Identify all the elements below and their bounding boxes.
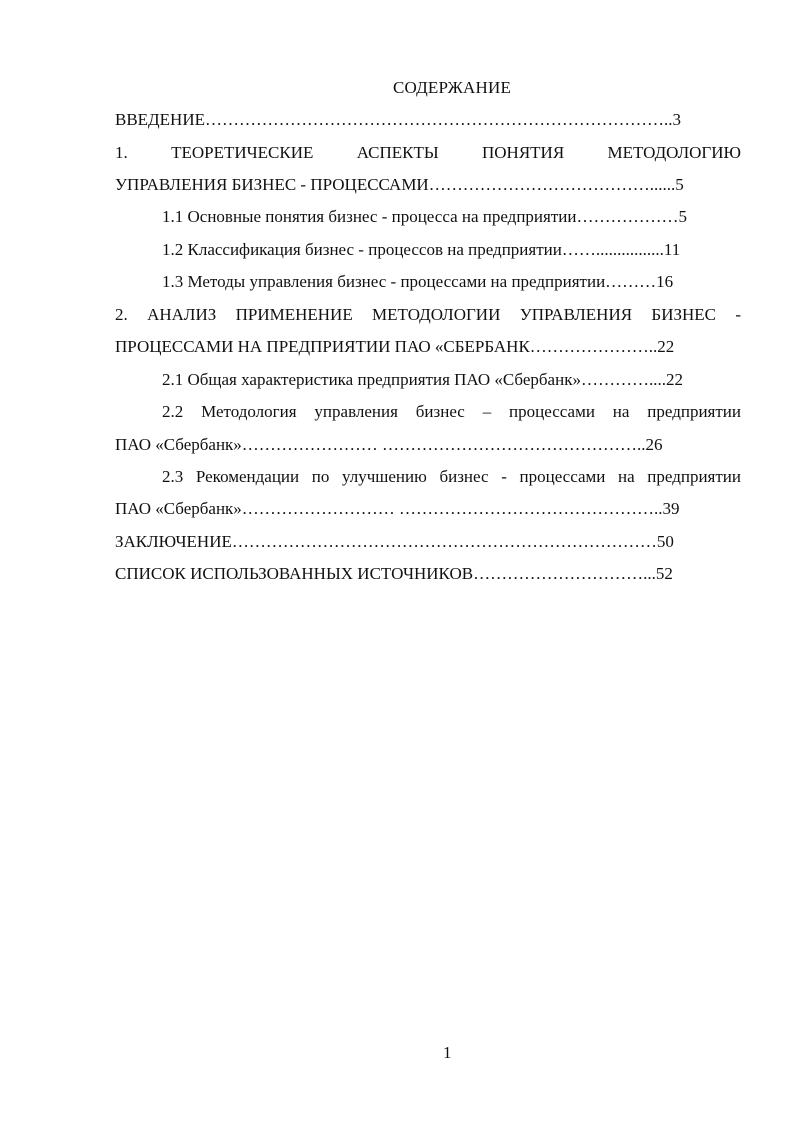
toc-line: ПАО «Сбербанк»…………………… ………………………………………..26 bbox=[115, 435, 663, 454]
toc-line: 2.1 Общая характеристика предприятия ПАО «Сбербанк»…………....22 bbox=[162, 370, 683, 389]
toc-line: ПАО «Сбербанк»……………………… ………………………………………..39 bbox=[115, 499, 680, 518]
toc-line: 1.3 Методы управления бизнес - процессами на предприятии………16 bbox=[162, 272, 674, 291]
toc-line: ЗАКЛЮЧЕНИЕ…………………………………………………………………50 bbox=[115, 532, 674, 551]
toc-heading: СОДЕРЖАНИЕ bbox=[392, 78, 512, 97]
toc-line: 2.3 Рекомендации по улучшению бизнес - процессами на предприятии bbox=[162, 467, 741, 486]
toc-line: ПРОЦЕССАМИ НА ПРЕДПРИЯТИИ ПАО «СБЕРБАНК…………………..22 bbox=[115, 337, 675, 356]
toc-line: СПИСОК ИСПОЛЬЗОВАННЫХ ИСТОЧНИКОВ…………………………...52 bbox=[115, 564, 673, 583]
toc-line: 2.2 Методология управления бизнес – процессами на предприятии bbox=[162, 402, 741, 421]
toc-line: 2. АНАЛИЗ ПРИМЕНЕНИЕ МЕТОДОЛОГИИ УПРАВЛЕНИЯ БИЗНЕС - bbox=[115, 305, 741, 324]
toc-line: 1. ТЕОРЕТИЧЕСКИЕ АСПЕКТЫ ПОНЯТИЯ МЕТОДОЛОГИЮ bbox=[115, 143, 741, 162]
page-number: 1 bbox=[443, 1043, 452, 1062]
toc-line: 1.2 Классификация бизнес - процессов на предприятии……................11 bbox=[162, 240, 681, 259]
toc-line: 1.1 Основные понятия бизнес - процесса на предприятии………………5 bbox=[162, 207, 687, 226]
toc-line: УПРАВЛЕНИЯ БИЗНЕС - ПРОЦЕССАМИ…………………………………......5 bbox=[115, 175, 684, 194]
toc-line: ВВЕДЕНИЕ………………………………………………………………………..3 bbox=[115, 110, 681, 129]
